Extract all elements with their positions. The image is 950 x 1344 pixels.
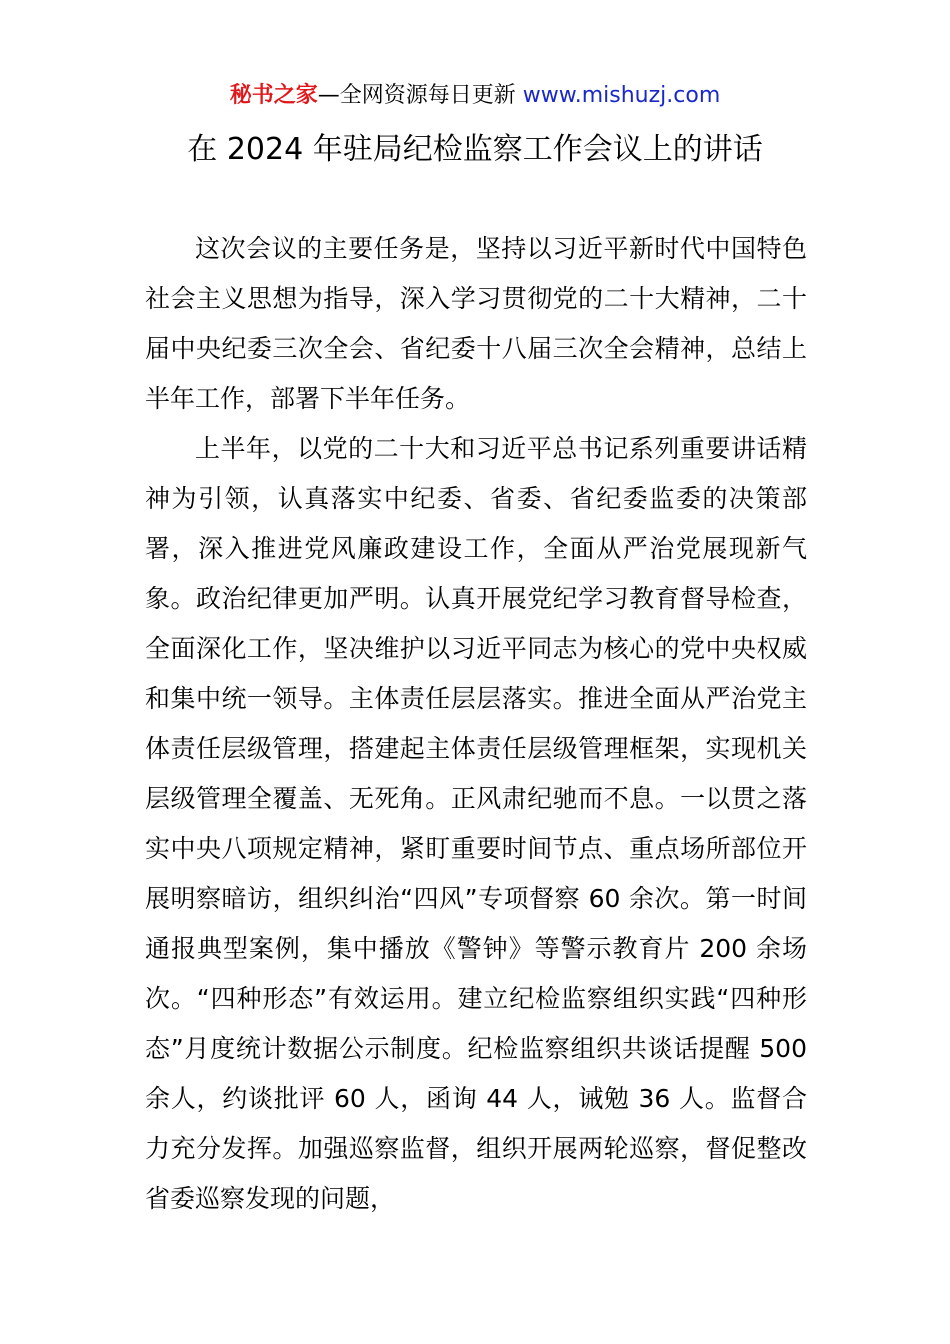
document-body — [145, 224, 807, 1224]
document-title: 在 2024 年驻局纪检监察工作会议上的讲话 — [187, 132, 763, 167]
site-header — [0, 80, 950, 112]
site-tagline: —全网资源每日更新 — [317, 83, 523, 108]
site-url-link[interactable]: www.mishuzj.com — [522, 83, 721, 108]
paragraph: 上半年，以党的二十大和习近平总书记系列重要讲话精神为引领，认真落实中纪委、省委、省纪委监委的决策部署，深入推进党风廉政建设工作，全面从严治党展现新气象。政治纪律更加严明。认真开展党纪学习教育督导检查，全面深化工作，坚决维护以习近平同志为核心的党中央权威和集中统一领导。主体责任层层落实。推进全面从严治党主体责任层级管理，搭建起主体责任层级管理框架，实现机关层级管理全覆盖、无死角。正风肃纪驰而不息。一以贯之落实中央八项规定精神，紧盯重要时间节点、重点场所部位开展明察暗访，组织纠治“四风”专项督察 60 余次。第一时间通报典型案例，集中播放《警钟》等警示教育片 200 余场次。“四种形态”有效运用。建立纪检监察组织实践“四种形态”月度统计数据公示制度。纪检监察组织共谈话提醒 500 余人，约谈批评 60 人，函询 44 人，诫勉 36 人。监督合力充分发挥。加强巡察监督，组织开展两轮巡察，督促整改省委巡察发现的问题， — [145, 434, 807, 1213]
brand-name: 秘书之家 — [229, 83, 318, 108]
paragraph: 这次会议的主要任务是，坚持以习近平新时代中国特色社会主义思想为指导，深入学习贯彻党的二十大精神，二十届中央纪委三次全会、省纪委十八届三次全会精神，总结上半年工作，部署下半年任务。 — [145, 234, 807, 413]
